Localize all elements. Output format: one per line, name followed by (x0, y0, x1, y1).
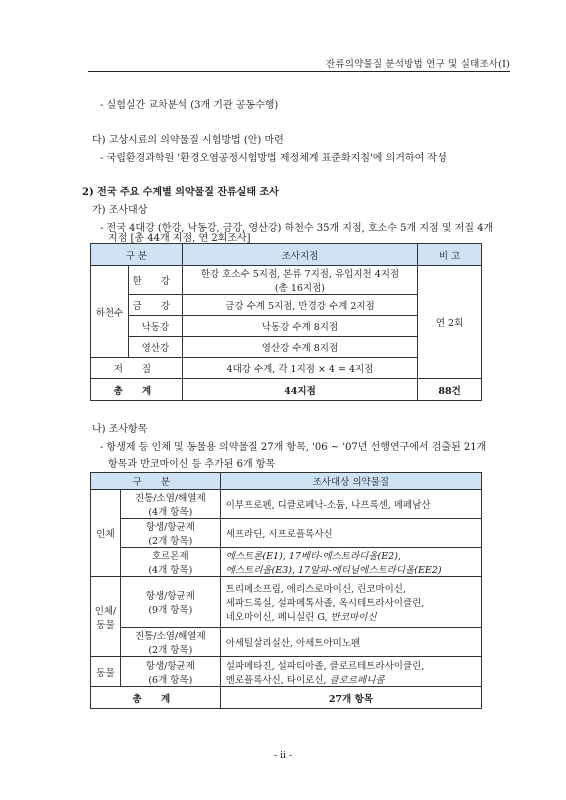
table1-header-note: 비 고 (418, 244, 482, 266)
running-header: 잔류의약물질 분석방법 연구 및 실태조사(I) (325, 59, 510, 70)
table2-substances-line: 트리메소프림, 에리스로마이신, 린코마이신, (225, 584, 406, 595)
table2-category-name: 진통/소염/해열제 (135, 493, 206, 504)
table2-category (120, 628, 220, 657)
table1-row-sites: 금강 수계 5지점, 만경강 수계 2지점 (182, 295, 417, 316)
header-rule (88, 71, 510, 72)
table1-total-label: 총 계 (91, 379, 183, 401)
table2-category-name: 항생/항균제 (145, 591, 195, 602)
table2-group-line: 인체/ (94, 605, 117, 617)
table2-substances (220, 577, 481, 628)
subheading-survey-items: 나) 조사항목 (92, 424, 148, 435)
text-line-standard-guideline: - 국립환경과학원 '환경오염공정시험방법 제정체계 표준화지침'에 의거하여 작성 (100, 153, 447, 164)
table2-substances-line: 에스트론(E1), 17베타-에스트라디올(E2), (225, 551, 401, 562)
table2-category (120, 490, 220, 519)
table2-category-count: (4개 항목) (148, 507, 193, 518)
table2-substances: 이부프로펜, 디클로페낙-소듐, 나프록센, 메페남산 (220, 490, 481, 519)
table2-substances-text: 엔로플록사신, 타이로신, (225, 674, 330, 686)
table2-category-count: (9개 항목) (148, 605, 193, 616)
table2-header-substances: 조사대상 의약물질 (220, 473, 481, 490)
target-substances-table (90, 472, 482, 709)
table2-substances-italic: 반코마이신 (330, 612, 377, 623)
text-line-survey-target-2: 지점 [총 44개 지점, 연 2회조사] (108, 233, 251, 244)
table1-row-sediment-sites: 4대강 수계, 각 1지점 × 4 = 4지점 (182, 358, 417, 379)
table2-group-line: 동물 (96, 619, 115, 631)
text-line-crosscheck: - 실험실간 교차분석 (3개 기관 공동수행) (100, 100, 279, 111)
table2-group-human: 인체 (91, 490, 121, 577)
table1-row-sites-line: (총 16지점) (274, 283, 325, 294)
table2-category-count: (6개 항목) (148, 674, 193, 686)
table1-row-name: 낙동강 (128, 316, 182, 337)
table1-header-category: 구 분 (91, 244, 183, 266)
table2-total-value: 27개 항목 (220, 687, 481, 709)
table2-substances-line: 에스트리올(E3), 17알파-에티닐에스트라디올(EE2) (225, 565, 442, 576)
table2-substances (220, 657, 481, 687)
section-heading-national-survey: 2) 전국 주요 수계별 의약물질 잔류실태 조사 (82, 187, 279, 198)
table1-header-sites: 조사지점 (182, 244, 417, 266)
table2-substances-text: 네오마이신, 페니실린 G, (225, 612, 331, 623)
table1-row-name: 금 강 (128, 295, 182, 316)
table2-substances (220, 548, 481, 577)
table2-category-count: (2개 항목) (148, 645, 193, 656)
text-line-survey-items-1: - 항생제 등 인체 및 동물용 의약물질 27개 항목, '06 ~ '07년 선행연구에서 검출된 21개 (100, 442, 487, 453)
table2-category-count: (4개 항목) (148, 565, 193, 576)
subheading-solid-sample-method: 다) 고상시료의 의약물질 시험방법 (안) 마련 (92, 135, 284, 146)
table1-row-sediment: 저 질 (91, 358, 183, 379)
survey-sites-table (90, 243, 482, 401)
table1-row-sites: 낙동강 수계 8지점 (182, 316, 417, 337)
table2-group-animal: 동물 (91, 657, 121, 687)
table2-header-category: 구 분 (91, 473, 221, 490)
table2-substances: 세프라딘, 시프로플록사신 (220, 519, 481, 548)
table2-substances-line (226, 672, 478, 686)
table2-substances-line: 설파메타진, 설파티아졸, 클로르테트라사이클린, (225, 660, 425, 672)
table2-group-human-animal (91, 577, 121, 657)
subheading-survey-target: 가) 조사대상 (92, 205, 148, 216)
table1-group-river-water: 하천수 (91, 266, 129, 358)
table1-row-sites: 영산강 수계 8지점 (182, 337, 417, 358)
table2-category-name: 호르몬제 (151, 551, 189, 562)
table2-total-label: 총 계 (91, 687, 221, 709)
table1-total-count: 88건 (418, 379, 482, 401)
table2-substances-line (226, 609, 478, 623)
table2-category-name: 항생/항균제 (145, 660, 195, 672)
table2-category (120, 548, 220, 577)
page-number: - ii - (273, 750, 293, 761)
table2-category-count: (2개 항목) (148, 536, 193, 547)
table1-note-twice-yearly: 연 2회 (418, 266, 482, 379)
table2-category (120, 519, 220, 548)
table1-row-sites (182, 266, 417, 295)
table2-substances-italic: 클로르페니콜 (329, 674, 385, 686)
table1-row-name: 한 강 (128, 266, 182, 295)
table2-category-name: 항생/항균제 (145, 522, 195, 533)
text-line-survey-target-1: - 전국 4대강 (한강, 낙동강, 금강, 영산강) 하천수 35개 지점, 호소수 5개 지점 및 저질 4개 (100, 223, 494, 234)
table2-category (120, 657, 220, 687)
table1-total-sites: 44지점 (182, 379, 417, 401)
table1-row-sites-line: 한강 호소수 5지점, 본류 7지점, 유입지천 4지점 (200, 269, 400, 280)
text-line-survey-items-2: 항목과 반코마이신 등 추가된 6개 항목 (108, 459, 276, 470)
table2-category (120, 577, 220, 628)
table1-row-name: 영산강 (128, 337, 182, 358)
table2-category-name: 진통/소염/해열제 (135, 631, 206, 642)
table2-substances-line: 세파드록실, 설파메톡사졸, 옥시테트라사이클린, (225, 598, 425, 609)
table2-substances: 아세틸살리실산, 아세트아미노펜 (220, 628, 481, 657)
